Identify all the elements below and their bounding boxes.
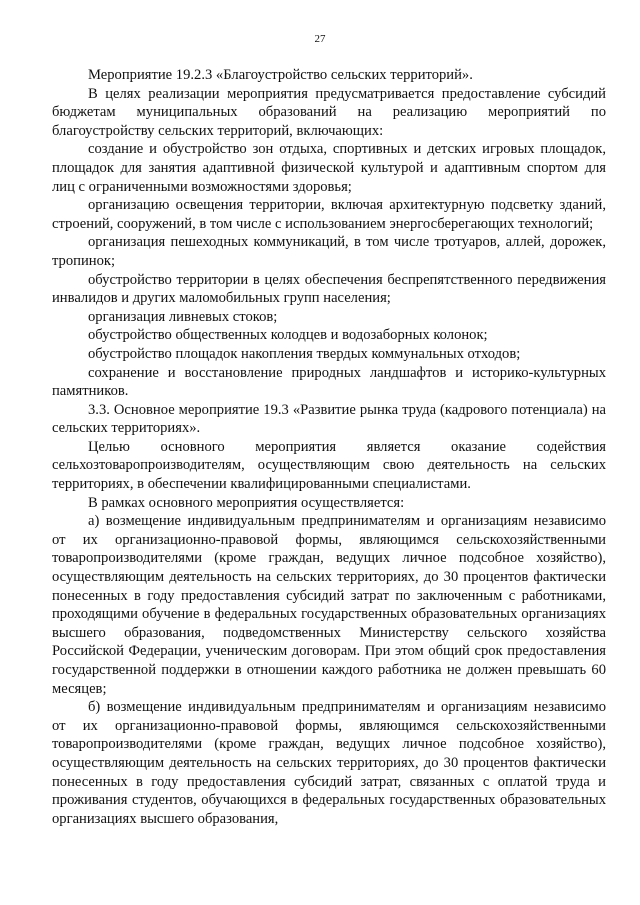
list-item: сохранение и восстановление природных ландшафтов и историко-культурных памятников. <box>52 364 606 400</box>
page-number: 27 <box>314 33 326 45</box>
document-body <box>52 66 606 828</box>
list-item: создание и обустройство зон отдыха, спортивных и детских игровых площадок, площадок для занятия адаптивной физической культурой и адаптивным спортом для лиц с ограниченными возможностями здоровья; <box>52 141 606 195</box>
list-item: обустройство площадок накопления твердых коммунальных отходов; <box>88 345 521 362</box>
section-heading: 3.3. Основное мероприятие 19.3 «Развитие рынка труда (кадрового потенциала) на сельских территориях». <box>52 401 606 437</box>
list-item: организацию освещения территории, включая архитектурную подсветку зданий, строений, сооружений, в том числе с использованием энергосберегающих технологий; <box>52 197 606 232</box>
goal-paragraph: Целью основного мероприятия является оказание содействия сельхозтоваропроизводителям, осуществляющим свою деятельность на сельских территориях, в обеспечении квалифицированными специалистами. <box>52 438 606 493</box>
subsidy-paragraph: В целях реализации мероприятия предусматривается предоставление субсидий бюджетам муниципальных образований на реализацию мероприятий по благоустройству сельских территорий, включающих: <box>52 85 606 139</box>
list-item: организация ливневых стоков; <box>88 308 278 325</box>
intro-paragraph: В рамках основного мероприятия осуществляется: <box>88 494 405 511</box>
measure-heading: Мероприятие 19.2.3 «Благоустройство сельских территорий». <box>88 67 473 83</box>
list-item: обустройство территории в целях обеспечения беспрепятственного передвижения инвалидов и других маломобильных групп населения; <box>52 271 606 307</box>
item-a-paragraph: а) возмещение индивидуальным предпринимателям и организациям независимо от их организационно-правовой формы, являющимся сельскохозяйственными товаропроизводителями (кроме граждан, ведущих личное подсобное хозяйство), осуществляющим деятельность на сельских территориях, до 30 процентов фактически понесенных в году предоставления субсидий затрат по заключенным с работниками, проходящими обучение в федеральных государственных образовательных организациях высшего образования, подведомственных Министерству сельского хозяйства Российской Федерации, ученическим договорам. При этом общий срок предоставления государственной поддержки в отношении каждого работника не должен превышать 60 месяцев; <box>52 513 606 697</box>
list-item: организация пешеходных коммуникаций, в том числе тротуаров, аллей, дорожек, тропинок; <box>52 234 606 269</box>
list-item: обустройство общественных колодцев и водозаборных колонок; <box>88 327 488 344</box>
item-b-paragraph: б) возмещение индивидуальным предпринимателям и организациям независимо от их организационно-правовой формы, являющимся сельскохозяйственными товаропроизводителями (кроме граждан, ведущих личное подсобное хозяйство), осуществляющим деятельность на сельских территориях, до 30 процентов фактически понесенных в году предоставления субсидий затрат, связанных с оплатой труда и проживания студентов, обучающихся в федеральных государственных образовательных организациях высшего образования, <box>52 699 606 827</box>
